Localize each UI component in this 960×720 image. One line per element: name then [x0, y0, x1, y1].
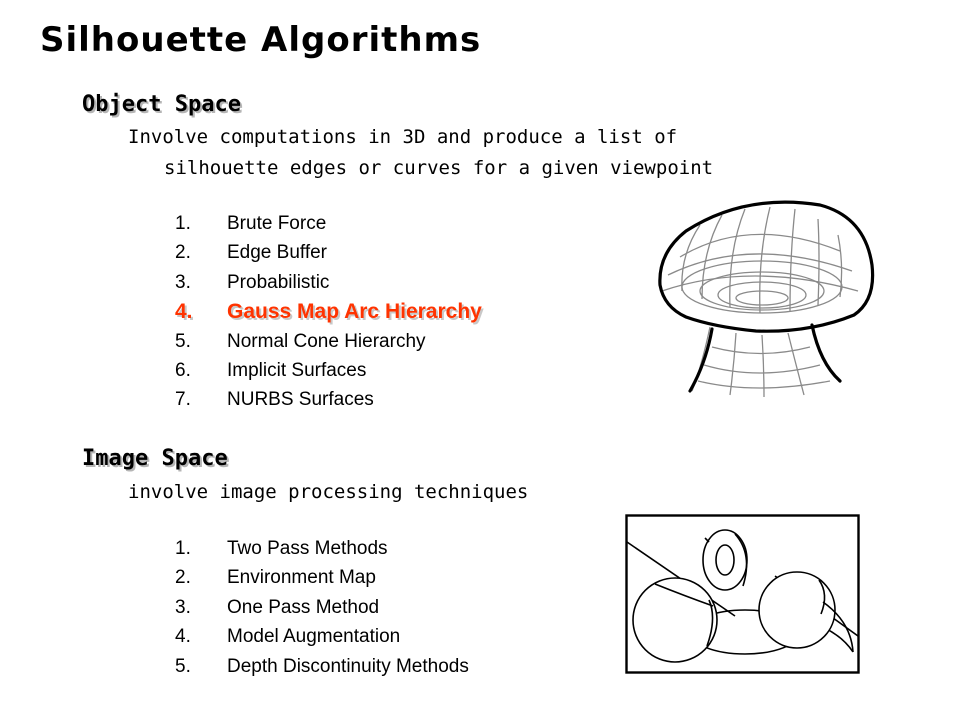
list-item — [175, 652, 469, 681]
list-item-label: Brute Force — [227, 213, 327, 234]
list-item-label: Probabilistic — [227, 271, 330, 293]
image-space-scene-figure — [625, 514, 860, 674]
list-item — [175, 563, 469, 592]
list-item-number: 5. — [175, 330, 191, 352]
list-item-highlighted — [175, 297, 482, 326]
list-item-number: 4. — [175, 300, 193, 324]
object-space-description — [128, 122, 713, 184]
list-item-number: 5. — [175, 655, 191, 677]
list-item — [175, 209, 482, 238]
object-space-description-line1: Involve computations in 3D and produce a list of — [128, 126, 678, 148]
image-space-list — [175, 534, 469, 681]
list-item-number: 4. — [175, 626, 191, 648]
mushroom-wireframe-figure — [640, 195, 880, 400]
list-item — [175, 238, 482, 267]
list-item-number: 2. — [175, 567, 191, 589]
list-item — [175, 593, 469, 622]
list-item-number: 3. — [175, 271, 191, 293]
list-item-number: 2. — [175, 242, 191, 264]
list-item-label: Normal Cone Hierarchy — [227, 330, 426, 352]
slide-title: Silhouette Algorithms — [40, 20, 482, 60]
list-item — [175, 327, 482, 356]
list-item — [175, 622, 469, 651]
list-item — [175, 534, 469, 563]
list-item-label: Edge Buffer — [227, 242, 328, 264]
list-item-label: Implicit Surfaces — [227, 359, 367, 381]
list-item-label: NURBS Surfaces — [227, 389, 374, 411]
list-item-label: Gauss Map Arc Hierarchy — [227, 300, 482, 324]
image-space-description: involve image processing techniques — [128, 481, 529, 503]
object-space-list — [175, 209, 482, 415]
list-item-number: 1. — [175, 213, 191, 234]
list-item — [175, 385, 482, 414]
object-space-description-line2: silhouette edges or curves for a given viewpoint — [164, 157, 714, 179]
list-item-number: 3. — [175, 596, 191, 618]
image-space-heading: Image Space — [82, 446, 228, 471]
list-item-label: Depth Discontinuity Methods — [227, 655, 469, 677]
list-item-label: Two Pass Methods — [227, 538, 388, 559]
list-item-number: 6. — [175, 359, 191, 381]
list-item-label: Model Augmentation — [227, 626, 401, 648]
list-item-label: One Pass Method — [227, 596, 380, 618]
list-item-number: 7. — [175, 389, 191, 411]
list-item-number: 1. — [175, 538, 191, 559]
list-item — [175, 356, 482, 385]
list-item-label: Environment Map — [227, 567, 376, 589]
object-space-heading: Object Space — [82, 92, 241, 117]
list-item — [175, 268, 482, 297]
